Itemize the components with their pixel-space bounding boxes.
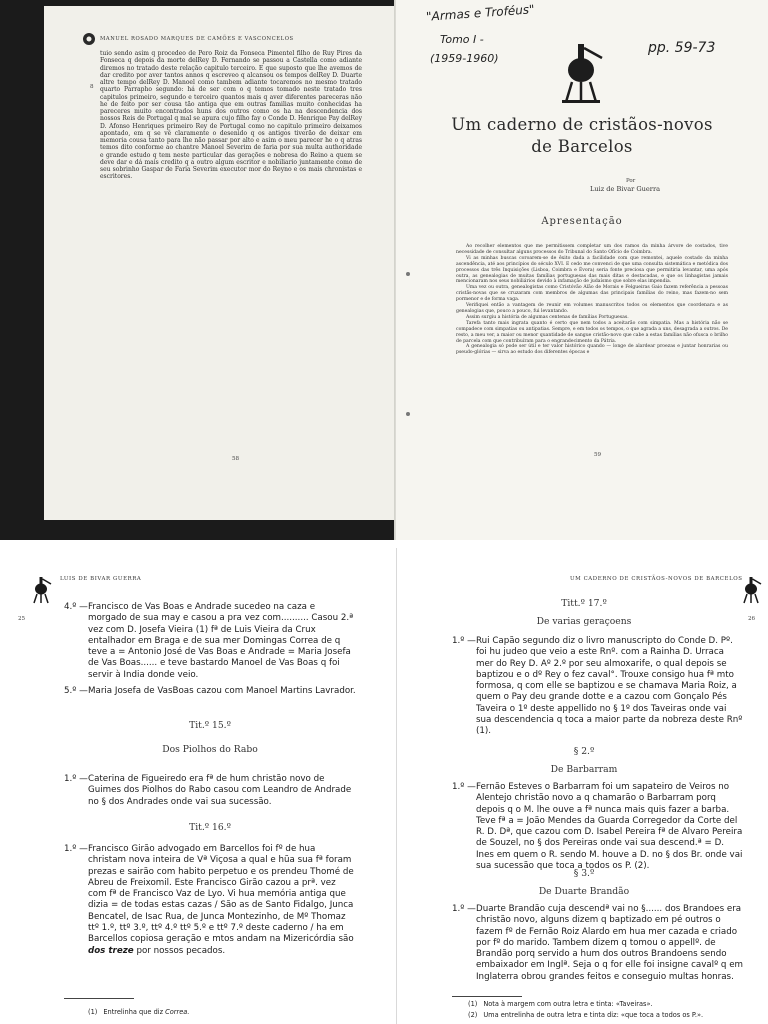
- paragraph: Assim surgiu a história de algumas centenas de famílias Portuguesas.: [466, 314, 629, 320]
- entry-barbarram-1: [452, 782, 744, 872]
- page-26: [398, 546, 768, 1024]
- footnote-1: [468, 1000, 653, 1008]
- page-number: 58: [232, 456, 240, 462]
- entry-text-emphasis: dos treze: [88, 945, 134, 956]
- paragraph: Tarefa tanto mais ingrata quanto é certo que nem todos a aceitarão com simpatia. Mas a história não se compadece com simpatias ou antipatias. Sempre, e em todos os tempos, o que agrada a uns, desagrada a outros. De resto, a meu ver, a maior ou menor quantidade de sangue cristão-novo que cabe a estas famílias não ofusca o brilho de parcela com que contribuíram para o engrandecimento da Pátria.: [456, 320, 728, 344]
- title-line-1: Um caderno de cristãos-novos: [451, 115, 713, 134]
- entry-5: [64, 686, 356, 697]
- footnote-rule: [64, 998, 134, 999]
- paragraph: A genealogia só pode ser útil e ter valor histórico quando — longe de alardear proezas e juntar honrarias ou pseudo-glórias — sirva ao estudo dos diferentes épocas e: [456, 344, 728, 356]
- running-head: MANUEL ROSADO MARQUES DE CAMÕES E VASCONCELOS: [100, 36, 294, 42]
- footnote-text: Nota à margem com outra letra e tinta: «Taveiras».: [483, 1000, 653, 1008]
- entry-text: Maria Josefa de VasBoas cazou com Manoel Martins Lavrador.: [88, 686, 356, 696]
- footnote-number: (1): [88, 1008, 98, 1016]
- running-head: LUIS DE BIVAR GUERRA: [60, 576, 142, 582]
- entry-text: Rui Capão segundo diz o livro manuscripto do Conde D. Pº. foi hu judeo que veio a este Rnº. com a Rainha D. Urraca mer do Rey D. Aº 2.º por seu almoxarife, o qual depois se baptizou e o dº Rey o fez caval°. Trouxe consigo hua fª mto formosa, q com elle se baptizou e se chamava Maria Roiz, a quem o Pay deu grande dotte e a cazou com Gonçalo Pés Taveira o 1º deste appellido no § 1º dos Taveiras onde vai sua descendencia q toca a maior parte da nobreza deste Rnº (1).: [476, 636, 743, 737]
- handwritten-note-pages: pp. 59-73: [648, 40, 716, 56]
- title-15: Tit.º 15.º: [189, 720, 231, 731]
- footnote-2: [468, 1011, 703, 1019]
- section-heading: Apresentação: [541, 216, 623, 227]
- footnote-number: (2): [468, 1011, 478, 1019]
- paragraph: Verifiquei então a vantagem de reunir em volumes manuscritos todos os elementos que coordenara e as genealogias que, pouco a pouco, fui levantando.: [456, 303, 728, 314]
- entry-text: Caterina de Figueiredo era fª de hum christão novo de Guimes dos Piolhos do Rabo casou com Leandro de Andrade no § dos Andrades onde vai sua sucessão.: [88, 774, 352, 807]
- handwritten-note-years: (1959-1960): [430, 52, 499, 65]
- page-25: [0, 546, 396, 1024]
- alembic-emblem-icon: [30, 574, 52, 604]
- section-2: § 2.º: [573, 746, 595, 757]
- entry-label: 1.º —: [64, 844, 88, 854]
- title-line-2: de Barcelos: [531, 137, 633, 156]
- heading-15: Dos Piolhos do Rabo: [162, 744, 258, 755]
- paragraph: Uma vez ou outra, genealogistas como Cristóvão Alão de Morais e Felgueiras Gaio fazem referência a pessoas cristãs-novas que se cruzaram com membros de algumas das principais famílias do reino, mas fazem-no sem pormenor e de forma vaga.: [456, 285, 728, 303]
- binding-hole-mark: [406, 272, 410, 276]
- printer-mark-icon: [82, 32, 96, 46]
- binding-hole-mark: [406, 412, 410, 416]
- entry-4: [64, 602, 356, 681]
- footnote-text: Uma entrelinha de outra letra e tinta diz: «que toca a todos os P.».: [483, 1011, 704, 1019]
- page-58: [44, 6, 394, 520]
- heading-17: De varias geraçoens: [536, 616, 632, 627]
- page-number: 26: [748, 616, 756, 622]
- article-title: [416, 114, 748, 158]
- entry-label: 1.º —: [452, 904, 476, 914]
- page-59-body: [456, 244, 728, 356]
- heading-brandao: De Duarte Brandão: [538, 886, 630, 897]
- running-head: UM CADERNO DE CRISTÃOS-NOVOS DE BARCELOS: [570, 576, 743, 582]
- entry-16-1: [64, 844, 356, 957]
- entry-label: 4.º —: [64, 602, 88, 612]
- page-gutter: [396, 548, 397, 1024]
- section-3: § 3.º: [573, 868, 595, 879]
- entry-label: 5.º —: [64, 686, 88, 696]
- footnote-1: [88, 1008, 189, 1016]
- page-59: [396, 0, 768, 540]
- entry-text: Fernão Esteves o Barbarram foi um sapateiro de Veiros no Alentejo christão novo a q chamarão o Barbarram porq depois q o M. lhe ouve a fª nunca mais quis fazer a barba. Teve fª a = João Mendes da Guarda Corregedor da Corte del R. D. Dª, que cazou com D. Isabel Pereira fª de Alvaro Pereira de Souzel, no § dos Pereiras onde vai sua descend.ª = D. Ines em quem o R. sendo M. houve a D. no § dos Br. onde vai sua sucessão que toca a todos os P. (2).: [476, 782, 743, 872]
- page-number: 25: [18, 616, 26, 622]
- footnote-text: Entrelinha que diz: [103, 1008, 164, 1016]
- byline-por: Por: [626, 178, 636, 184]
- entry-17-1: [452, 636, 744, 738]
- title-17: Titt.º 17.º: [561, 598, 607, 609]
- page-58-body: tuio sendo asim q procedeo de Pero Roiz da Fonseca Pimentel filho de Ruy Pires da Fonseca q depois da morte delRey D. Fernando se passou a Castella como adiante diremos no tratado deste relação capitulo terceiro. E que suposto que lhe avemos de dar credito por aver tantos annos q escreveo q alcansou os tempos delRey D. Duarte altre tempo delRey D. Manoel como tambem adiante tocaremos no mesmo tratado quarto Parrapho segundo: há de ser com o q temos tomado neste tratado tres capitulos primeiro, segundo e terceiro quantos mais q aver diferentes pareceras não he de feito por ser cousa tão antiga que em outras familias muito conhecidas ha pareceres muito encontrados huns dos outros como os ha na descendencia dos nossos Reis de Portugal q mal se apura cujo filho fay o Conde D. Henrique Pay delRey D. Afonso Henriques primeiro Rey de Portugal como no capitulo primeiro deixamos apontado, em q se vê claramente o desenido q os antigos tiverão de deixar em memoria cousa tanto para lhe não passar por alto e asim o meu parecer he o q atras temos dito conforme ao chantre Manoel Severim de faria por sua multa authoridade e grande estudo q tem neste particular das gerações e nobresa do Reino a quem se deve dar e dá mais credito q a outro algum escritor e nobiliario juntamente como de seu sobrinho Gaspar de Faria Severim executor mor do Reyno e os mais chronistas e escritores.: [100, 50, 362, 181]
- entry-label: 1.º —: [452, 636, 476, 646]
- author-name: Luiz de Bivar Guerra: [590, 185, 661, 193]
- title-16: Tit.º 16.º: [189, 822, 231, 833]
- alembic-emblem-icon: [556, 36, 606, 104]
- entry-text-main: Francisco Girão advogado em Barcellos foi fº de hua christam nova inteira de Vª Viçosa a qual e hũa sua fª foram prezas e sairão com habito perpetuo e os prendeu Thomé de Abreu de Freixomil. Este Francisco Girão cazou a prª. vez com fª de Francisco Vaz de Lyo. Vi hua memória antiga que dizia = de todas estas cazas / São as de Santo Fidalgo, Junca Bencatel, de Isac Rua, de Junca Montezinho, de Mº Thomaz ttº 1.º, ttº 3.º, ttº 4.º ttº 5.º e ttº 7.º deste caderno / ha em Barcellos copiosa geração e mtos andam na Mizericórdia são: [88, 844, 354, 945]
- footnote-rule: [452, 996, 522, 997]
- entry-brandao-1: [452, 904, 744, 983]
- handwritten-note-volume: Tomo I -: [440, 33, 484, 46]
- handwritten-note-title: "Armas e Troféus": [425, 2, 535, 24]
- alembic-emblem-icon: [740, 574, 762, 604]
- heading-barbarram: De Barbarram: [550, 764, 618, 775]
- entry-text: [88, 844, 356, 957]
- entry-label: 1.º —: [64, 774, 88, 784]
- entry-text: Duarte Brandão cuja descendª vai no §...... dos Brandoes era christão novo, alguns dizem q baptizado em pé outros o fazem fº de Fernão Roiz Alardo em hua mer cazada e criado por fº do marido. Tambem dizem q tomou o appellº. de Brandão porq servido a hum dos outros Brandoens sendo embaixador em Inglª. Seja o q for elle foi insigne cavalº q em Inglaterra obrou grandes feitos e conseguio multas honras.: [476, 904, 744, 982]
- footnote-emphasis: Correa.: [165, 1008, 190, 1016]
- paragraph: Ao recolher elementos que me permitissem completar um dos ramos da minha árvore de costados, tive necessidade de consultar alguns processos do Tribunal do Santo Ofício de Coimbra.: [456, 244, 728, 255]
- margin-number: 8: [90, 84, 94, 90]
- entry-15-1: [64, 774, 356, 808]
- entry-text: Francisco de Vas Boas e Andrade sucedeo na caza e morgado de sua may e casou a pra vez com.......... Casou 2.ª vez com D. Josefa Vieira (1) fª de Luis Vieira da Crux entalhador em Braga e de sua mer Domingas Correa de q teve a = Antonio José de Vas Boas e Andrade = Maria Josefa de Vas Boas...... e teve bastardo Manoel de Vas Boas q foi servir à India donde veio.: [88, 602, 354, 680]
- footnote-number: (1): [468, 1000, 478, 1008]
- paragraph: Vi as minhas buscas coroarem-se de êxito dada a facilidade com que remontei, aquele costado da minha ascendência, até aos princípios do século XVI. E cedo me convenci de que uma consulta sistemática e metódica dos processos das três Inquisições (Lisboa, Coimbra e Évora) seria fonte preciosa que permitiria levantar, uma após outra, as genealogias de muitas famílias portuguesas das mais ditas e destacadas, e que os linhagistas jamais mencionaram nos seus nobiliários devido à infamação de judaísmo que sobre elas impendia.: [456, 255, 728, 285]
- page-number: 59: [594, 452, 602, 458]
- entry-text-end: por nossos pecados.: [136, 945, 226, 956]
- entry-label: 1.º —: [452, 782, 476, 792]
